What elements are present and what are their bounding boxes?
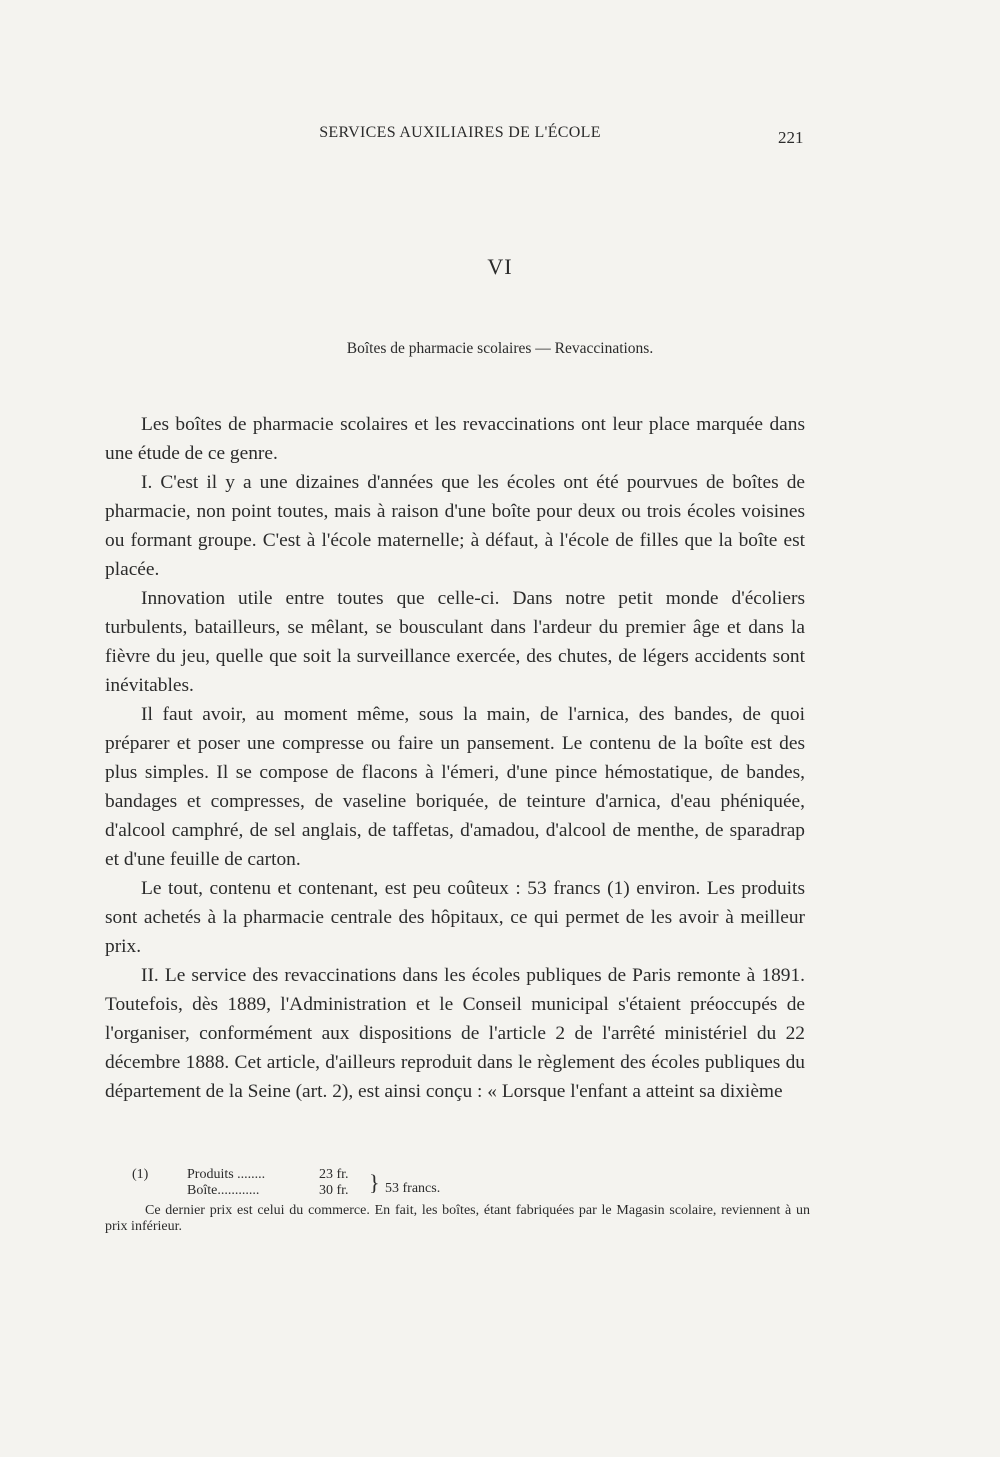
running-header: SERVICES AUXILIAIRES DE L'ÉCOLE xyxy=(319,124,601,141)
footnote-note: Ce dernier prix est celui du commerce. En fait, les boîtes, étant fabriquées par le Magasin scolaire, reviennent à un prix inférieur. xyxy=(105,1203,810,1234)
footnote-total: 53 francs. xyxy=(385,1181,441,1196)
paragraph-cost: Le tout, contenu et contenant, est peu coûteux : 53 francs (1) environ. Les produits sont achetés à la pharmacie centrale des hôpitaux, ce qui permet de les avoir à meilleur prix. xyxy=(105,878,805,957)
paragraph-box-contents: Il faut avoir, au moment même, sous la main, de l'arnica, des bandes, de quoi préparer et poser une compresse ou faire un pansement. Le contenu de la boîte est des plus simples. Il se compose de flacons à l'émeri, d'une pince hémostatique, de bandes, bandages et compresses, de vaseline boriquée, de teinture d'arnica, d'eau phéniquée, d'alcool camphré, de sel anglais, de taffetas, d'amadou, d'alcool de menthe, de sparadrap et d'une feuille de carton. xyxy=(105,704,805,870)
body-text xyxy=(105,410,805,1106)
paragraph-pharmacy-boxes: I. C'est il y a une dizaines d'années que les écoles ont été pourvues de boîtes de pharmacie, non point toutes, mais à raison d'une boîte pour deux ou trois écoles voisines ou formant groupe. C'est à l'école maternelle; à défaut, à l'école de filles que la boîte est placée. xyxy=(105,472,805,580)
footnote xyxy=(105,1167,810,1235)
section-title: Boîtes de pharmacie scolaires — Revaccinations. xyxy=(346,340,654,357)
chapter-number: VI xyxy=(487,254,513,279)
footnote-row-price: 23 fr. xyxy=(319,1167,349,1182)
footnote-brace: } xyxy=(369,1170,380,1195)
footnote-price-table xyxy=(105,1167,810,1203)
paragraph-innovation: Innovation utile entre toutes que celle-ci. Dans notre petit monde d'écoliers turbulents, batailleurs, se mêlant, se bousculant dans l'ardeur du premier âge et dans la fièvre du jeu, quelle que soit la surveillance exercée, des chutes, de légers accidents sont inévitables. xyxy=(105,588,805,696)
footnote-row-price: 30 fr. xyxy=(319,1183,349,1198)
paragraph-revaccinations: II. Le service des revaccinations dans les écoles publiques de Paris remonte à 1891. Toutefois, dès 1889, l'Administration et le Conseil municipal s'étaient préoccupés de l'organiser, conformément aux dispositions de l'article 2 de l'arrêté ministériel du 22 décembre 1888. Cet article, d'ailleurs reproduit dans le règlement des écoles publiques du département de la Seine (art. 2), est ainsi conçu : « Lorsque l'enfant a atteint sa dixième xyxy=(105,965,805,1102)
footnote-row-label: Produits ........ xyxy=(187,1167,266,1182)
footnote-marker: (1) xyxy=(132,1167,149,1182)
paragraph-intro: Les boîtes de pharmacie scolaires et les revaccinations ont leur place marquée dans une étude de ce genre. xyxy=(105,414,805,464)
footnote-row-label: Boîte............ xyxy=(187,1183,260,1198)
page-number: 221 xyxy=(778,128,804,147)
